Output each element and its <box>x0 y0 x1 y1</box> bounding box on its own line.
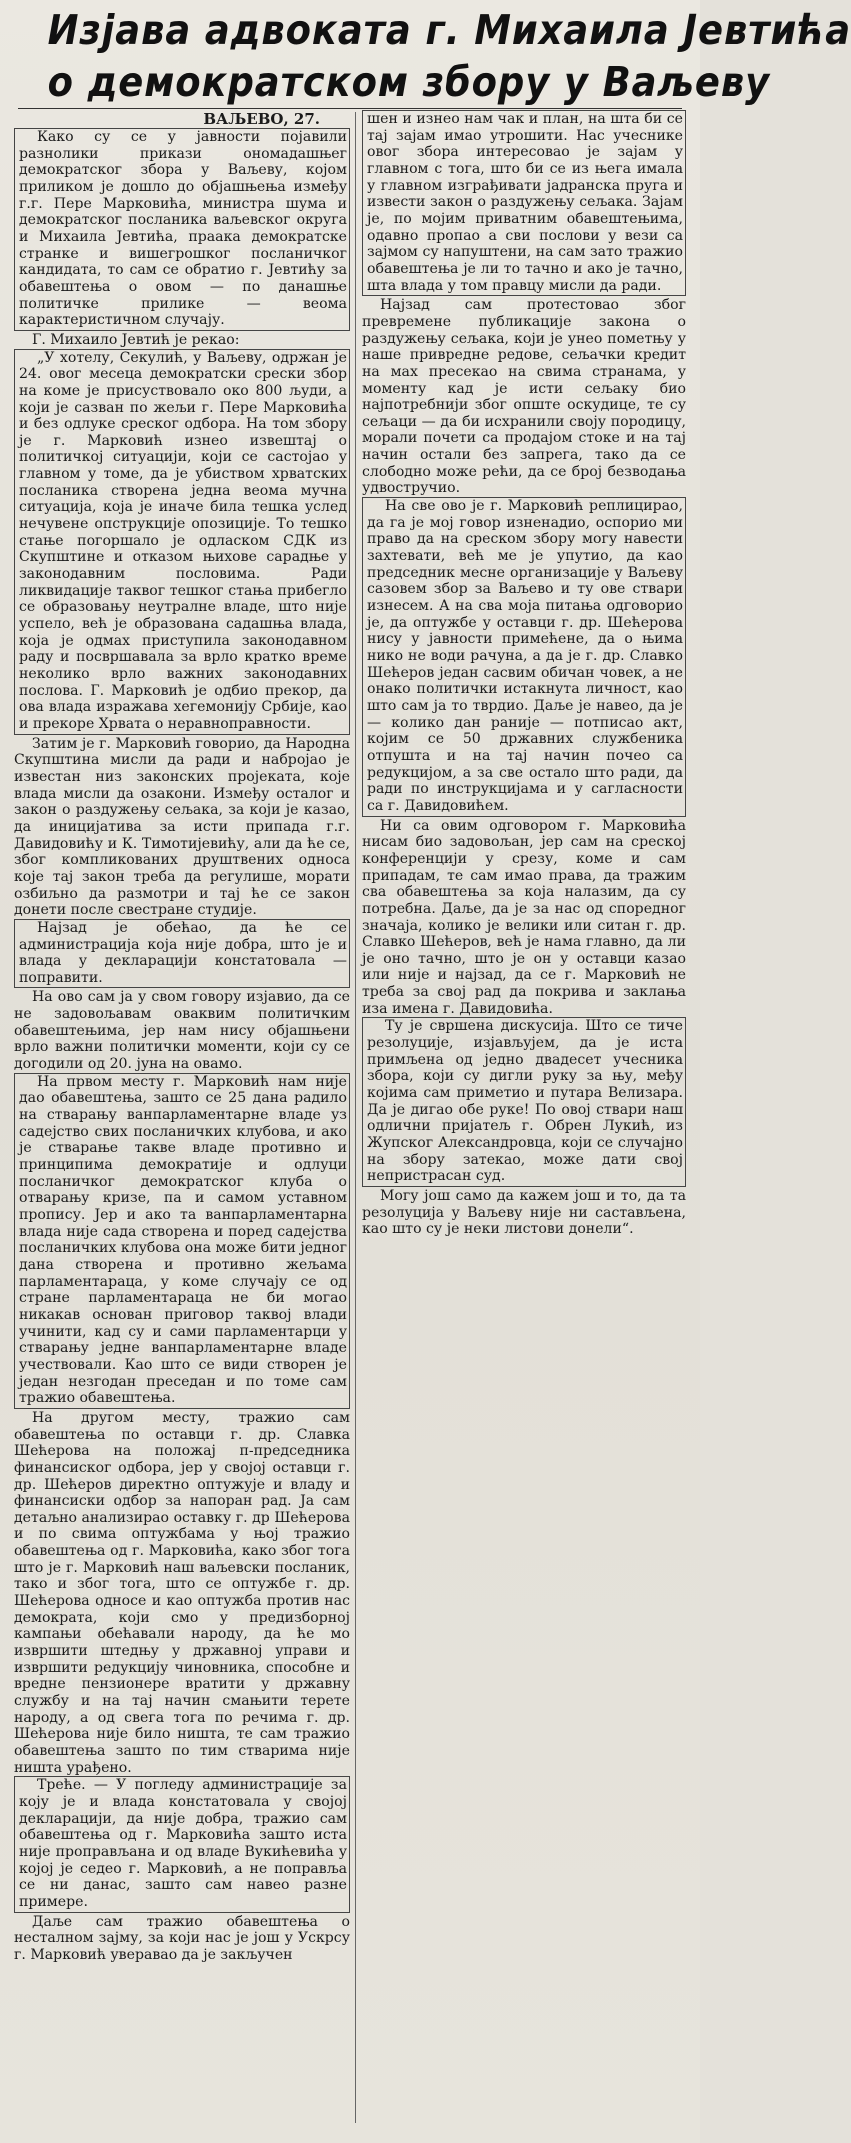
boxed-paragraph-r1 <box>362 110 686 296</box>
paragraph: На ово сам ја у свом говору изјавио, да се не задовољавам оваквим политичким обавештењима, јер нам нису објашњени врло важни политички моменти, који су се догодили од 20. јуна на овамо. <box>14 989 350 1073</box>
boxed-paragraph-r5 <box>362 1017 686 1187</box>
paragraph: Ни са овим одговором г. Марковића нисам био задовољан, јер сам на среској конференцији у срезу, коме и сам припадам, те сам имао права, да тражим сва обавештења за која налазим, да су потребна. Даље, да је за нас од споредног значаја, колико је велики или ситан г. др. Славко Шећеров, већ је нама главно, да ли је оно тачно, што је он у оставци казао или није и најзад, да се г. Марковић не треба за свој рад да покрива и заклања иза имена г. Давидовића. <box>362 817 686 1017</box>
paragraph: Како су се у јавности појавили разнолики прикази ономадашњег демократског збора у Ваљеву, којом приликом је дошло до објашњења између г.г. Пере Марковића, министра шума и демократског посланика ваљевског округа и Михаила Јевтића, праака демократске странке и вишегрошког посланичког кандидата, то сам се обратио г. Јевтићу за обавештења о овом — по данашње политичке прилике — веома карактеристичном случају. <box>19 129 347 329</box>
column-separator <box>355 112 356 2123</box>
paragraph: шен и изнео нам чак и план, на шта би се тај зајам имао утрошити. Нас учеснике овог збора интересовао је зајам у главном с тога, што би се из њега имала у главном изграђивати јадранска пруга и извести закон о раздужењу сељака. Зајам је, по мојим приватним обавештењима, одавно пропао а сви послови у вези са зајмом су напуштени, на сам зато тражио обавештења је ли то тачно и ако је тачно, шта влада у том правцу мисли да ради. <box>367 111 683 294</box>
boxed-paragraph-7 <box>14 1073 350 1409</box>
boxed-paragraph-5 <box>14 919 350 989</box>
left-column <box>14 110 350 2143</box>
right-column <box>362 110 686 2143</box>
article-headline <box>47 4 851 116</box>
paragraph: Могу још само да кажем још и то, да та резолуција у Ваљеву није ни састављена, као што су је неки листови донели“. <box>362 1188 686 1238</box>
paragraph: Затим је г. Марковић говорио, да Народна Скупштина мисли да ради и набројао је известан низ законских пројеката, које влада мисли да озакони. Између осталог и закон о раздужењу сељака, за који је казао, да иницијатива за исти припада г.г. Давидовићу и К. Тимотијевићу, али да ће се, због компликованих друштвених односа које тај закон треба да регулише, морати озбиљно да размотри и тај ће се закон донети после свестране студије. <box>14 735 350 919</box>
paragraph: Ту је свршена дискусија. Што се тиче резолуције, изјављујем, да је иста примљена од једно двадесет учесника збора, који су дигли руку за њу, међу којима сам приметио и путара Велизара. Да је дигао обе руке! По овој ствари наш одлични пријатељ г. Обрен Лукић, из Жупског Александровца, који се случајно на збору затекао, може дати свој непристрасан суд. <box>367 1018 683 1185</box>
paragraph: На првом месту г. Марковић нам није дао обавештења, зашто се 25 дана радило на стварању ванпарламентарне владе уз садејство свих посланичких клубова, и ако је стварање такве владе противно и принципима демократије и одлуци посланичког демократског клуба о отварању кризе, па и самом уставном пропису. Јер и ако та ванпарламентарна влада није сада створена и поред садејства посланичких клубова она може бити једног дана створена и противно жељама парламентараца, у коме случају се од стране парламентараца не би могао никакав основан приговор таквој влади учинити, кад су и сами парламентарци у стварању једне ванпарламентарне владе учествовали. Као што се види створен је један незгодан преседан и по томе сам тражио обавештења. <box>19 1073 347 1407</box>
boxed-paragraph-9 <box>14 1776 350 1912</box>
boxed-paragraph-1 <box>14 128 350 331</box>
paragraph: На другом месту, тражио сам обавештења по оставци г. др. Славка Шећерова на положај п-председника финансиског одбора, јер у својој оставци г. др. Шећеров директно оптужује и владу и финансиски одбор за напоран рад. Ја сам детаљно анализирао оставку г. др Шећерова и по свима оптужбама у њој тражио обавештења од г. Марковића, како због тога што је г. Марковић наш ваљевски посланик, тако и због тога, што се оптужбе г. др. Шећерова односе и као оптужба против нас демократа, који смо у предизборној кампањи обећавали народу, да ће мо извршити штедњу у државној управи и извршити редукцију чиновника, способне и вредне пензионере вратити у државну службу и на тај начин смањити терете народу, а од свега тога по речима г. др. Шећерова није било ништа, те сам тражио обавештења зашто по тим стварима није ништа урађено. <box>14 1409 350 1776</box>
boxed-paragraph-r3 <box>362 497 686 816</box>
paragraph: Даље сам тражио обавештења о несталном зајму, за који нас је још у Ускрсу г. Марковић уверавао да је закључен <box>14 1913 350 1963</box>
dateline: ВАЉЕВО, 27. <box>203 110 320 128</box>
paragraph: Треће. — У погледу администрације за коју је и влада констатовала у својој декларацији, да није добра, тражио сам обавештења од г. Марковића зашто иста није проправљана и од владе Вукићевића у којој је седео г. Марковић, а не поправља се ни данас, зашто сам навео разне примере. <box>19 1777 347 1910</box>
paragraph: Најзад сам протестовао због превремене публикације закона о раздужењу сељака, који је унео пометњу у наше привредне редове, сељачки кредит на мах пресекао на свима странама, у моменту кад је исти сељаку био најпотребнији због опште оскудице, те су сељаци — да би исхранили своју породицу, морали почети са продајом стоке и на тај начин остали без запрега, тако да се слободно може рећи, да се број безводања удвостручио. <box>362 297 686 497</box>
paragraph: На све ово је г. Марковић реплицирао, да га је мој говор изненадио, оспорио ми право да на среском збору могу навести захтевати, већ ме је упутио, да као председник месне организације у Ваљеву сазовем збор за Ваљево и ту ове ствари изнесем. А на сва моја питања одговорио је, да оптужбе у оставци г. др. Шећерова нису у јавности примећене, да о њима нико не води рачуна, а да је г. др. Славко Шећеров један сасвим обичан човек, а не онако политички истакнута личност, као што сам ја то тврдио. Даље је навео, да је — колико дан раније — потписао акт, којим се 50 државних службеника отпушта и на тај начин почео са редукцијом, а за све остало што ради, да ради по инструкцијама и у сагласности са г. Давидовићем. <box>367 498 683 814</box>
paragraph: Г. Михаило Јевтић је рекао: <box>32 331 240 348</box>
boxed-paragraph-3 <box>14 349 350 735</box>
paragraph: Најзад је обећао, да ће се администрација која није добра, што је и влада у декларацији констатовала — поправити. <box>19 919 347 986</box>
headline-line-2: о демократском збору у Ваљеву <box>47 58 771 106</box>
headline-line-1: Изјава адвоката г. Михаила Јевтића <box>47 6 851 54</box>
paragraph: „У хотелу, Секулић, у Ваљеву, одржан је 24. овог месеца демократски срески збор на коме је присуствовало око 800 људи, а који је сазван по жељи г. Пере Марковића и без одлуке среског одбора. На том збору је г. Марковић изнео извештај о политичкој ситуацији, који се састојао у главном у томе, да је убиством хрватских посланика створена једна веома мучна ситуација, која је иначе била тешка услед нечувене опструкције опозиције. То тешко стање погоршало је одласком СДК из Скупштине и отказом њихове сарадње у законодавним пословима. Ради ликвидације таквог тешког стања прибегло се образовању неутралне владе, што није успело, већ је образована садашња влада, која је одмах приступила законодавном раду и посвршавала за врло кратко време неколико врло важних законодавних послова. Г. Марковић је одбио прекор, да ова влада изражава хегемонију Србије, као и прекоре Хрвата о неравноправности. <box>19 349 347 732</box>
headline-rule <box>18 108 682 109</box>
